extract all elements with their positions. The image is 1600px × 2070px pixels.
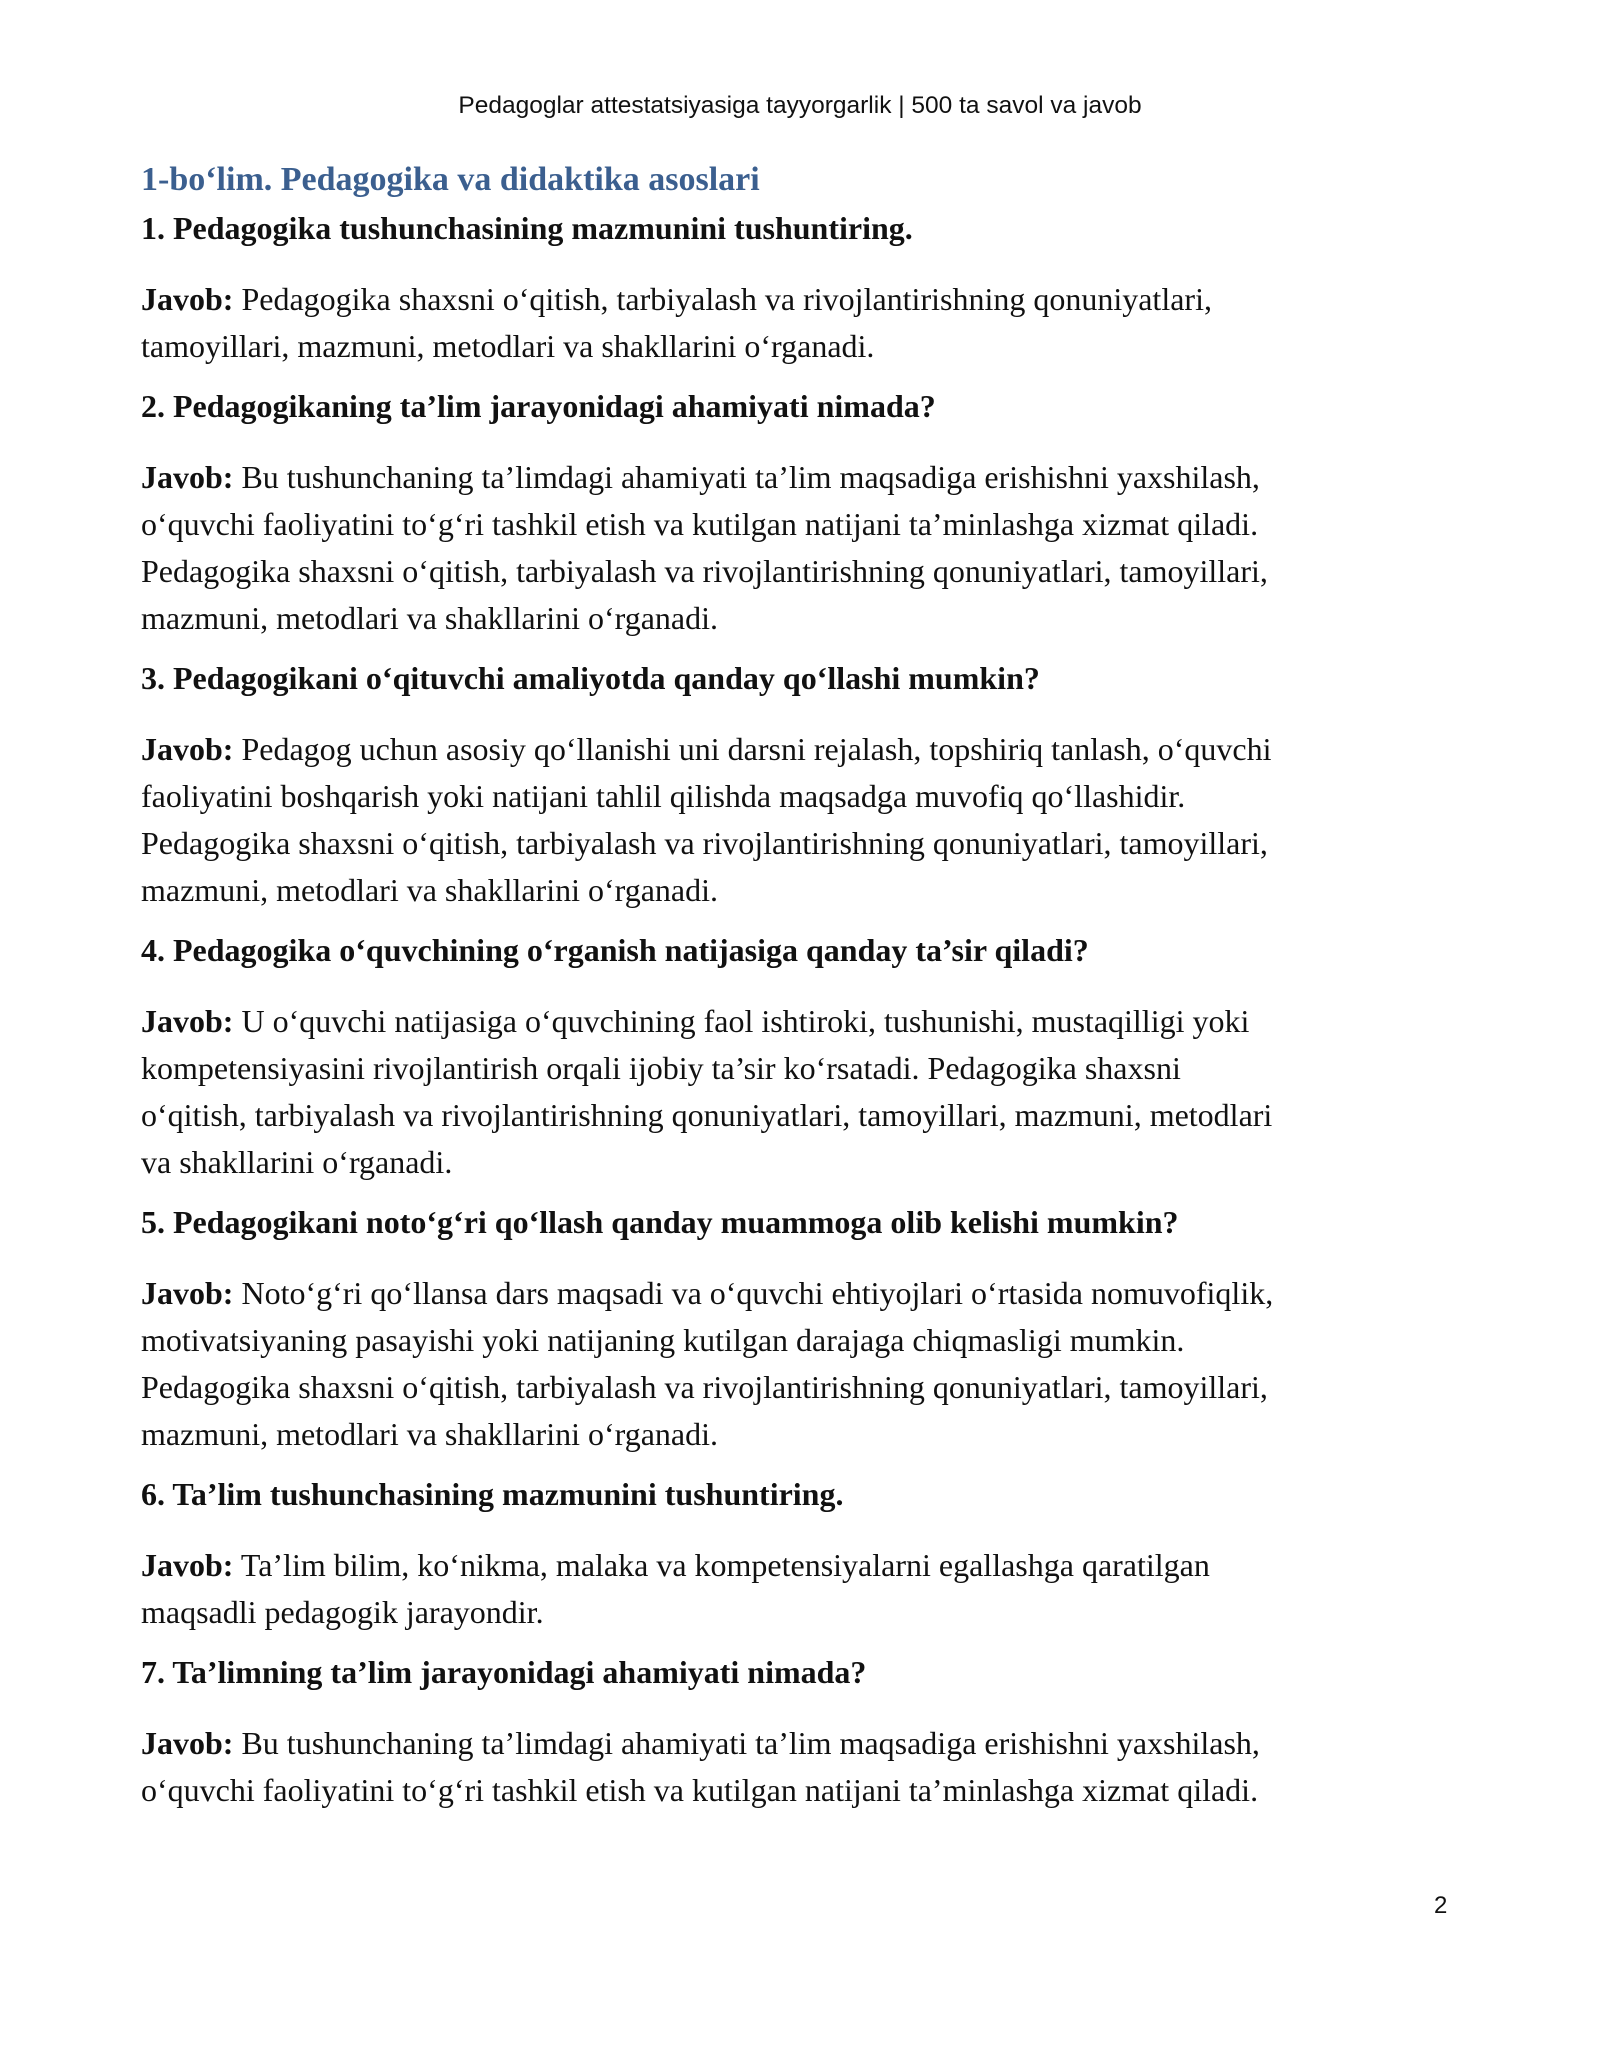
answer-line-text: U o‘quvchi natijasiga o‘quvchining faol ishtiroki, tushunishi, mustaqilligi yoki xyxy=(241,1003,1250,1039)
answer-line xyxy=(141,1270,1471,1317)
question-text: 7. Ta’limning ta’lim jarayonidagi ahamiyati nimada? xyxy=(141,1654,867,1690)
answer-label: Javob: xyxy=(141,1547,234,1583)
answer-text xyxy=(141,1270,1471,1458)
answer-line-text: maqsadli pedagogik jarayondir. xyxy=(141,1594,544,1630)
answer-line-text: mazmuni, metodlari va shakllarini o‘rganadi. xyxy=(141,600,719,636)
answer-line-text: Pedagog uchun asosiy qo‘llanishi uni darsni rejalash, topshiriq tanlash, o‘quvchi xyxy=(241,731,1272,767)
qa-item xyxy=(141,382,1471,642)
answer-label: Javob: xyxy=(141,459,234,495)
question-text: 4. Pedagogika o‘quvchining o‘rganish natijasiga qanday ta’sir qiladi? xyxy=(141,932,1089,968)
answer-label: Javob: xyxy=(141,1725,234,1761)
answer-line xyxy=(141,1364,1471,1411)
answer-line xyxy=(141,276,1471,323)
answer-line-text: Bu tushunchaning ta’limdagi ahamiyati ta’lim maqsadiga erishishni yaxshilash, xyxy=(241,459,1260,495)
question-text: 1. Pedagogika tushunchasining mazmunini tushuntiring. xyxy=(141,210,913,246)
qa-item xyxy=(141,1648,1471,1814)
answer-line-text: o‘quvchi faoliyatini to‘g‘ri tashkil etish va kutilgan natijani ta’minlashga xizmat qiladi. xyxy=(141,1772,1259,1808)
answer-label: Javob: xyxy=(141,281,234,317)
question-text: 2. Pedagogikaning ta’lim jarayonidagi ahamiyati nimada? xyxy=(141,388,936,424)
answer-label: Javob: xyxy=(141,1275,234,1311)
answer-line-text: Pedagogika shaxsni o‘qitish, tarbiyalash va rivojlantirishning qonuniyatlari, tamoyillari, xyxy=(141,1369,1268,1405)
answer-text xyxy=(141,726,1471,914)
answer-line-text: mazmuni, metodlari va shakllarini o‘rganadi. xyxy=(141,872,719,908)
answer-line-text: faoliyatini boshqarish yoki natijani tahlil qilishda maqsadga muvofiq qo‘llashidir. xyxy=(141,778,1186,814)
answer-line xyxy=(141,998,1471,1045)
answer-line xyxy=(141,867,1471,914)
answer-line xyxy=(141,548,1471,595)
answer-line xyxy=(141,1767,1471,1814)
answer-line xyxy=(141,1542,1471,1589)
answer-line xyxy=(141,501,1471,548)
answer-line-text: motivatsiyaning pasayishi yoki natijaning kutilgan darajaga chiqmasligi mumkin. xyxy=(141,1322,1185,1358)
page-content xyxy=(141,156,1471,1826)
answer-text xyxy=(141,998,1471,1186)
answer-line xyxy=(141,1139,1471,1186)
answer-text xyxy=(141,1720,1471,1814)
answer-line-text: Pedagogika shaxsni o‘qitish, tarbiyalash va rivojlantirishning qonuniyatlari, tamoyillari, xyxy=(141,825,1268,861)
page-number: 2 xyxy=(1434,1892,1448,1919)
qa-item xyxy=(141,204,1471,370)
qa-item xyxy=(141,1470,1471,1636)
answer-text xyxy=(141,276,1471,370)
answer-line-text: Pedagogika shaxsni o‘qitish, tarbiyalash va rivojlantirishning qonuniyatlari, xyxy=(241,281,1212,317)
answer-line-text: Pedagogika shaxsni o‘qitish, tarbiyalash va rivojlantirishning qonuniyatlari, tamoyillari, xyxy=(141,553,1268,589)
qa-item xyxy=(141,926,1471,1186)
section-title: 1-bo‘lim. Pedagogika va didaktika asoslari xyxy=(141,161,760,198)
question-text: 3. Pedagogikani o‘qituvchi amaliyotda qanday qo‘llashi mumkin? xyxy=(141,660,1040,696)
answer-text xyxy=(141,1542,1471,1636)
answer-label: Javob: xyxy=(141,731,234,767)
question-text: 5. Pedagogikani noto‘g‘ri qo‘llash qanday muammoga olib kelishi mumkin? xyxy=(141,1204,1179,1240)
answer-line xyxy=(141,1045,1471,1092)
answer-line-text: va shakllarini o‘rganadi. xyxy=(141,1144,453,1180)
answer-line-text: kompetensiyasini rivojlantirish orqali ijobiy ta’sir ko‘rsatadi. Pedagogika shaxsni xyxy=(141,1050,1181,1086)
answer-line-text: Bu tushunchaning ta’limdagi ahamiyati ta’lim maqsadiga erishishni yaxshilash, xyxy=(241,1725,1260,1761)
answer-line-text: mazmuni, metodlari va shakllarini o‘rganadi. xyxy=(141,1416,719,1452)
question-text: 6. Ta’lim tushunchasining mazmunini tushuntiring. xyxy=(141,1476,844,1512)
answer-line-text: tamoyillari, mazmuni, metodlari va shakllarini o‘rganadi. xyxy=(141,328,875,364)
answer-line-text: o‘quvchi faoliyatini to‘g‘ri tashkil etish va kutilgan natijani ta’minlashga xizmat qiladi. xyxy=(141,506,1259,542)
qa-item xyxy=(141,654,1471,914)
answer-line xyxy=(141,1317,1471,1364)
answer-line-text: Ta’lim bilim, ko‘nikma, malaka va kompetensiyalarni egallashga qaratilgan xyxy=(240,1547,1210,1583)
answer-line-text: Noto‘g‘ri qo‘llansa dars maqsadi va o‘quvchi ehtiyojlari o‘rtasida nomuvofiqlik, xyxy=(241,1275,1274,1311)
page-header: Pedagoglar attestatsiyasiga tayyorgarlik | 500 ta savol va javob xyxy=(458,92,1142,119)
answer-line-text: o‘qitish, tarbiyalash va rivojlantirishning qonuniyatlari, tamoyillari, mazmuni, metodlari xyxy=(141,1097,1273,1133)
qa-item xyxy=(141,1198,1471,1458)
qa-list xyxy=(141,204,1471,1814)
answer-line xyxy=(141,1411,1471,1458)
answer-text xyxy=(141,454,1471,642)
answer-line xyxy=(141,323,1471,370)
answer-line xyxy=(141,454,1471,501)
answer-line xyxy=(141,1720,1471,1767)
answer-label: Javob: xyxy=(141,1003,234,1039)
answer-line xyxy=(141,773,1471,820)
answer-line xyxy=(141,820,1471,867)
answer-line xyxy=(141,595,1471,642)
answer-line xyxy=(141,1092,1471,1139)
answer-line xyxy=(141,726,1471,773)
answer-line xyxy=(141,1589,1471,1636)
